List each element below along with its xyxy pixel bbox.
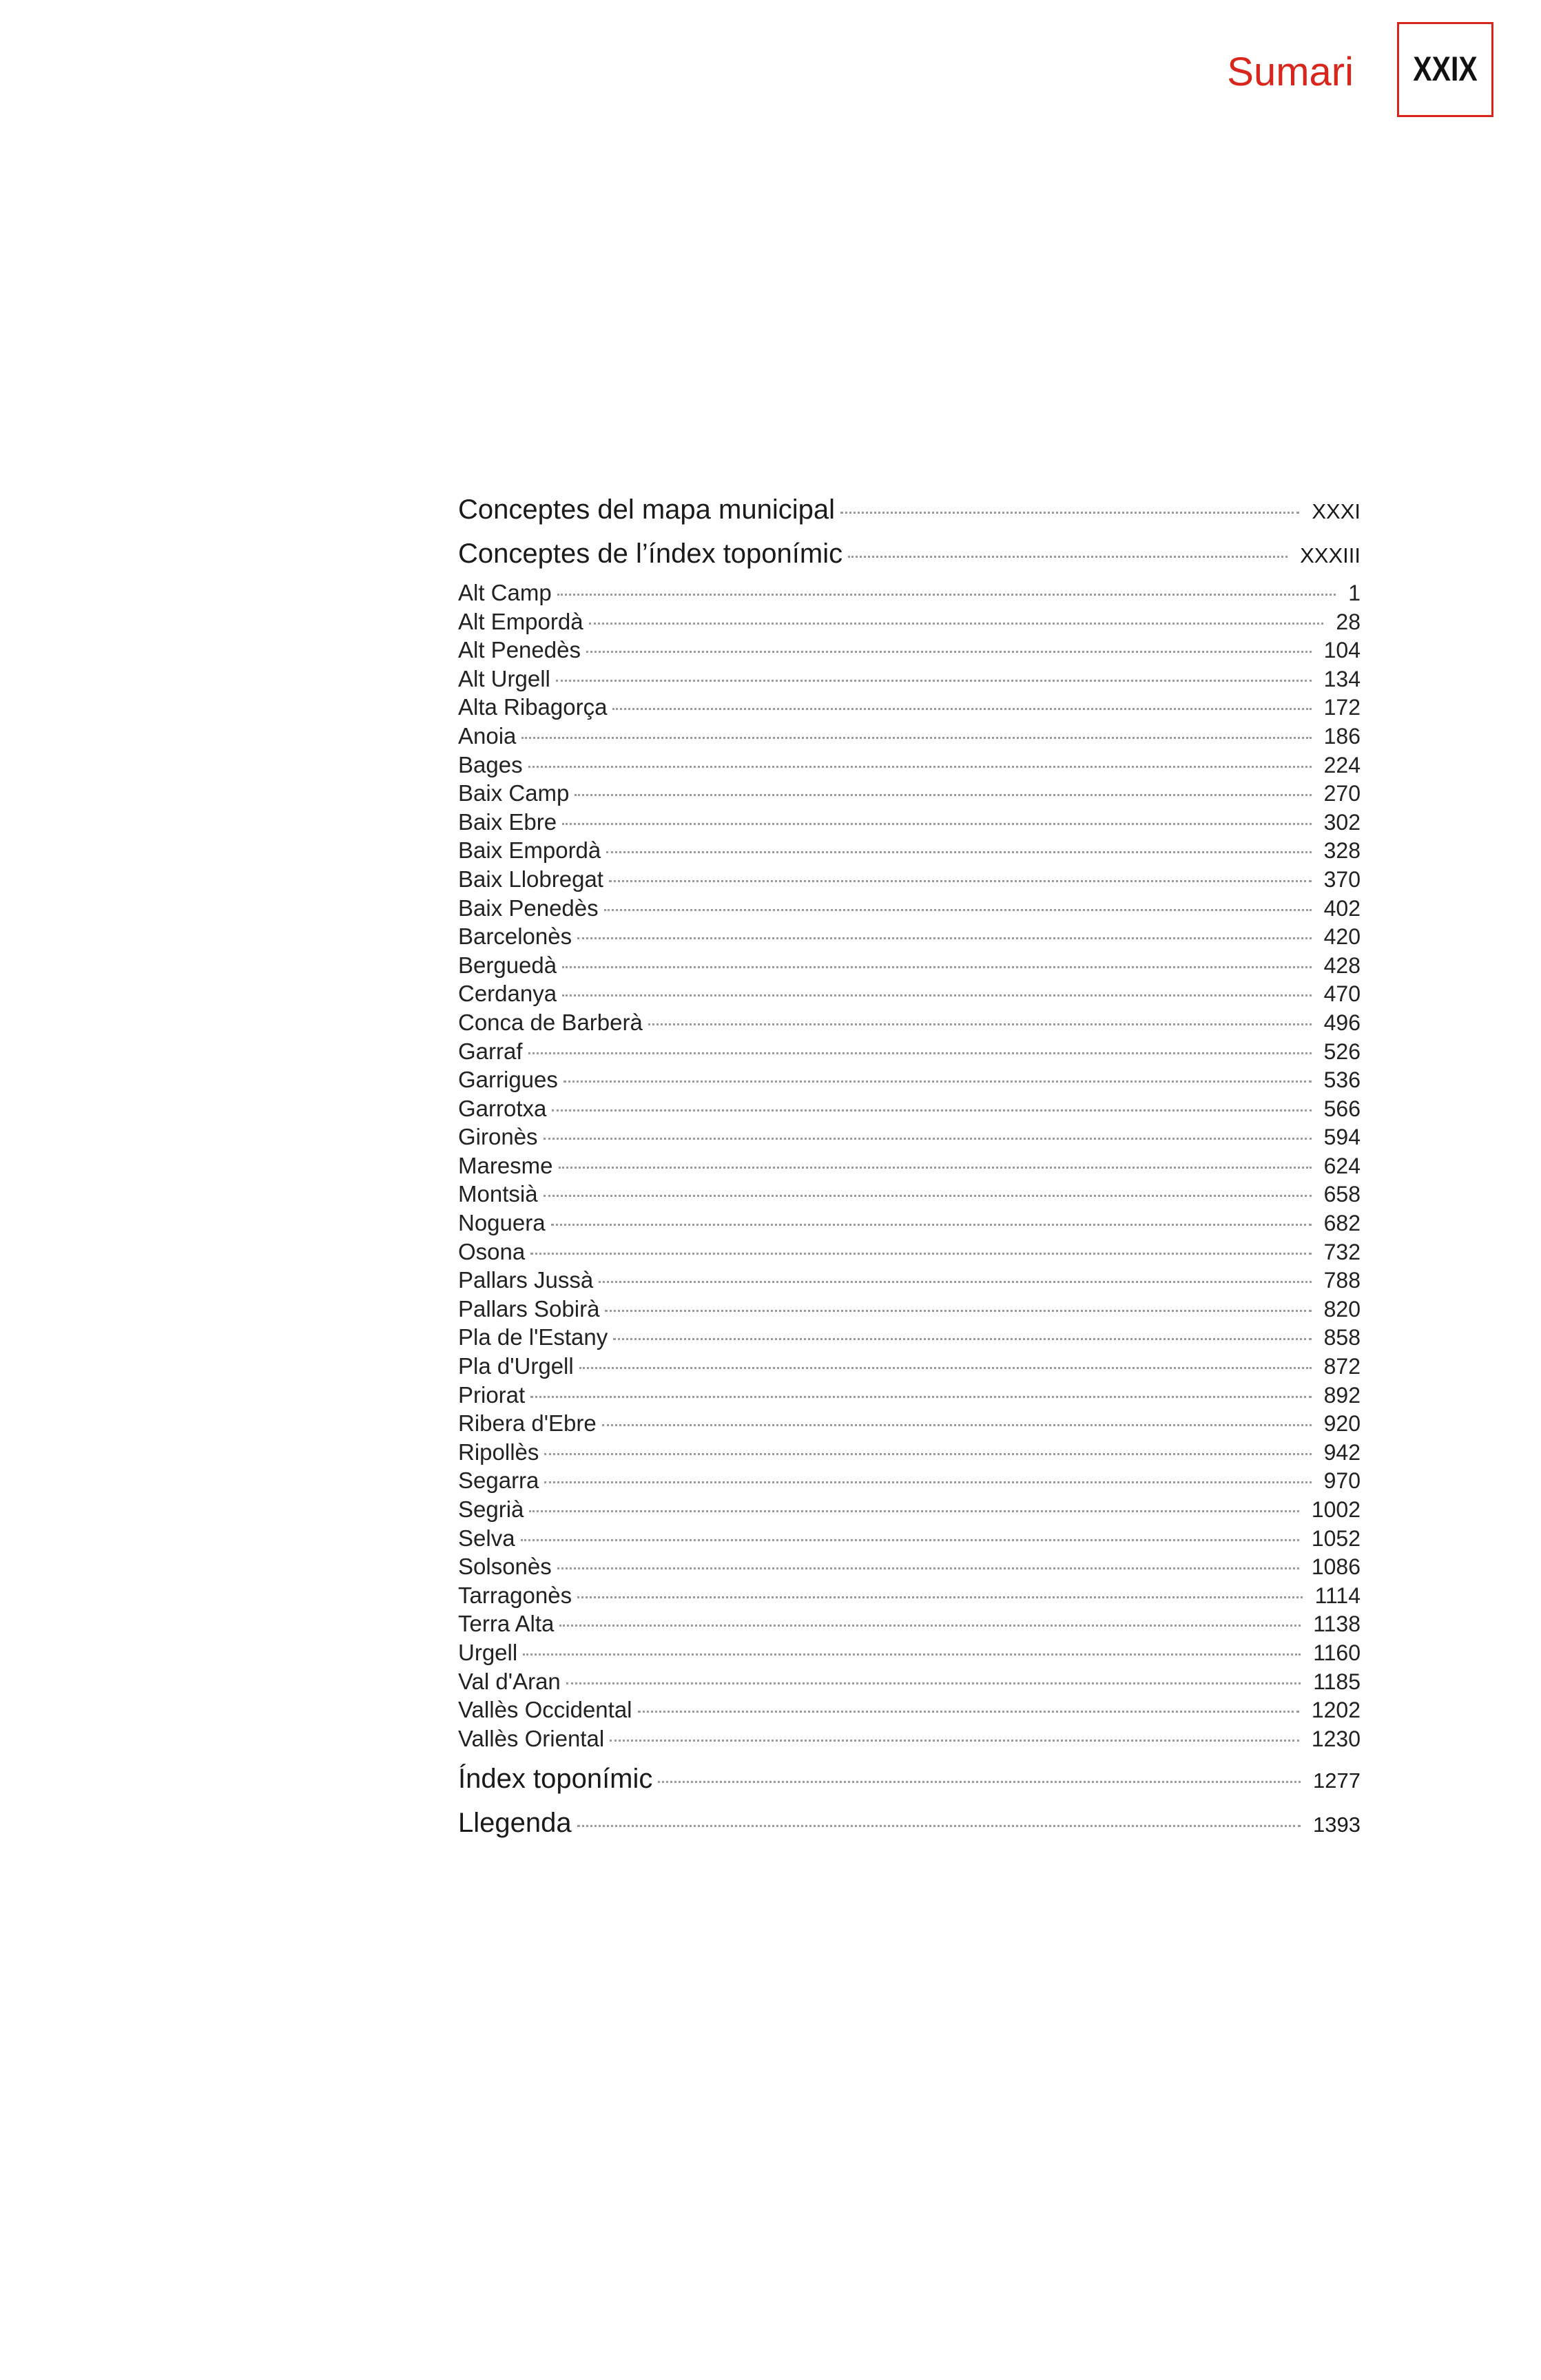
entry-page-number: 1202 [1311,1698,1361,1723]
toc-comarca-entry[interactable] [458,1581,1361,1610]
dot-leader [544,1481,1311,1483]
entry-title: Selva [458,1525,515,1551]
toc-comarca-entry[interactable] [458,693,1361,722]
entry-page-number: 526 [1323,1038,1361,1064]
dot-leader [648,1023,1312,1025]
entry-page-number: 328 [1323,838,1361,864]
entry-page-number: 420 [1323,924,1361,950]
entry-page-number: 1230 [1311,1726,1361,1751]
entry-page-number: 942 [1323,1439,1361,1465]
dot-leader [577,937,1312,939]
dot-leader [613,1338,1311,1340]
toc-comarca-entry[interactable] [458,1638,1361,1667]
entry-title: Gironès [458,1124,538,1150]
entry-page-number: 1138 [1313,1611,1361,1637]
dot-leader [551,1224,1312,1226]
toc-appendix-section [458,1757,1361,1845]
entry-title: Val d'Aran [458,1668,561,1694]
dot-leader [556,680,1312,682]
entry-title: Noguera [458,1210,546,1236]
entry-page-number: 858 [1323,1325,1361,1350]
dot-leader [606,851,1311,853]
entry-page-number: 134 [1323,666,1361,691]
entry-page-number: 402 [1323,895,1361,921]
entry-title: Alt Camp [458,580,552,605]
toc-comarca-entry[interactable] [458,1209,1361,1238]
toc-comarca-entry[interactable] [458,894,1361,923]
entry-title: Solsonès [458,1554,552,1580]
entry-title: Priorat [458,1381,526,1408]
entry-page-number: 302 [1323,809,1361,835]
dot-leader [610,1740,1299,1742]
dot-leader [586,651,1312,653]
toc-comarca-entry[interactable] [458,1094,1361,1123]
entry-page-number: 682 [1323,1211,1361,1236]
dot-leader [577,1596,1302,1598]
entry-page-number: 872 [1323,1354,1361,1379]
toc-comarca-entry[interactable] [458,1724,1361,1753]
entry-page-number: 536 [1323,1067,1361,1093]
toc-comarca-entry[interactable] [458,1609,1361,1638]
entry-title: Ribera d'Ebre [458,1410,597,1437]
dot-leader [638,1711,1299,1713]
toc-comarca-entry[interactable] [458,1552,1361,1581]
dot-leader [840,512,1299,514]
entry-title: Osona [458,1238,526,1264]
entry-page-number: 172 [1323,695,1361,720]
dot-leader [575,794,1311,796]
entry-title: Conca de Barberà [458,1009,643,1035]
toc-comarca-entry[interactable] [458,1352,1361,1381]
dot-leader [562,823,1312,825]
toc-comarca-entry[interactable] [458,1466,1361,1495]
entry-page-number: XXXI [1312,499,1361,523]
entry-page-number: 624 [1323,1153,1361,1178]
entry-page-number: 470 [1323,981,1361,1007]
dot-leader [599,1281,1311,1283]
toc-comarca-entry[interactable] [458,1495,1361,1524]
dot-leader [604,909,1312,911]
entry-page-number: 496 [1323,1010,1361,1035]
entry-page-number: 224 [1323,752,1361,777]
entry-title: Anoia [458,722,517,749]
toc-comarca-entry[interactable] [458,751,1361,780]
entry-page-number: XXXIII [1300,543,1361,567]
table-of-contents [458,488,1361,1845]
toc-comarca-entry[interactable] [458,951,1361,980]
toc-comarca-entry[interactable] [458,607,1361,636]
entry-title: Baix Ebre [458,808,557,835]
dot-leader [529,1510,1299,1512]
entry-title: Bages [458,751,523,777]
toc-comarca-entry[interactable] [458,722,1361,751]
entry-title: Barcelonès [458,923,572,950]
toc-comarca-entry[interactable] [458,922,1361,951]
entry-title: Alta Ribagorça [458,694,608,720]
entry-title: Vallès Occidental [458,1697,632,1723]
toc-comarca-entry[interactable] [458,1151,1361,1180]
dot-leader [612,708,1311,710]
entry-title: Pallars Jussà [458,1267,594,1293]
entry-page-number: 186 [1323,723,1361,749]
entry-page-number: 104 [1323,638,1361,663]
dot-leader [577,1825,1301,1827]
page-number-box [1397,22,1493,117]
toc-comarca-entry[interactable] [458,636,1361,665]
dot-leader [552,1109,1311,1111]
toc-comarca-entry[interactable] [458,1266,1361,1295]
entry-title: Vallès Oriental [458,1725,605,1751]
toc-comarca-entry[interactable] [458,578,1361,607]
entry-page-number: 788 [1323,1268,1361,1293]
entry-page-number: 1185 [1313,1669,1361,1694]
dot-leader [559,1625,1301,1627]
dot-leader [528,1052,1312,1054]
entry-page-number: 1002 [1311,1497,1361,1522]
toc-intro-entry[interactable] [458,488,1361,532]
toc-appendix-entry[interactable] [458,1801,1361,1845]
entry-title: Cerdanya [458,981,557,1007]
toc-comarca-entry[interactable] [458,865,1361,894]
dot-leader [528,766,1312,768]
dot-leader [559,1167,1312,1169]
toc-comarca-entry[interactable] [458,808,1361,837]
entry-title: Ripollès [458,1439,539,1465]
toc-comarca-entry[interactable] [458,1524,1361,1553]
entry-page-number: 732 [1323,1239,1361,1264]
entry-page-number: 658 [1323,1182,1361,1207]
entry-title: Conceptes del mapa municipal [458,494,835,525]
dot-leader [523,1653,1301,1656]
entry-page-number: 1277 [1313,1768,1361,1793]
entry-title: Segrià [458,1496,524,1522]
entry-title: Llegenda [458,1808,572,1839]
dot-leader [544,1138,1312,1140]
entry-page-number: 1 [1348,581,1361,605]
dot-leader [848,556,1287,558]
entry-title: Garrotxa [458,1095,547,1121]
toc-comarca-entry[interactable] [458,1409,1361,1438]
entry-title: Segarra [458,1468,539,1494]
toc-comarca-entry[interactable] [458,1123,1361,1151]
toc-comarca-entry[interactable] [458,665,1361,693]
dot-leader [521,1539,1299,1541]
toc-comarca-entry[interactable] [458,1695,1361,1724]
toc-comarca-entry[interactable] [458,1323,1361,1352]
entry-page-number: 370 [1323,866,1361,892]
toc-comarca-entry[interactable] [458,836,1361,865]
toc-intro-section [458,488,1361,576]
entry-title: Baix Llobregat [458,866,603,892]
dot-leader [544,1453,1311,1455]
dot-leader [579,1367,1312,1369]
dot-leader [557,594,1336,596]
entry-title: Maresme [458,1152,553,1178]
dot-leader [530,1253,1311,1255]
entry-title: Pla d'Urgell [458,1353,574,1379]
entry-page-number: 428 [1323,952,1361,978]
toc-comarca-entry[interactable] [458,1008,1361,1037]
entry-title: Berguedà [458,952,557,978]
toc-comarca-entry[interactable] [458,1037,1361,1066]
dot-leader [602,1424,1312,1426]
entry-title: Montsià [458,1181,538,1207]
entry-page-number: 566 [1323,1096,1361,1121]
entry-page-number: 892 [1323,1382,1361,1408]
entry-page-number: 820 [1323,1296,1361,1322]
toc-appendix-entry[interactable] [458,1757,1361,1801]
entry-page-number: 920 [1323,1411,1361,1437]
entry-title: Urgell [458,1639,518,1665]
toc-comarca-entry[interactable] [458,1238,1361,1266]
page-number: XXIX [1413,50,1478,88]
toc-comarca-entry[interactable] [458,1065,1361,1094]
entry-page-number: 594 [1323,1125,1361,1150]
toc-comarca-entry[interactable] [458,779,1361,808]
entry-title: Índex toponímic [458,1764,653,1795]
entry-page-number: 28 [1336,609,1361,634]
entry-page-number: 1052 [1311,1525,1361,1551]
toc-comarca-entry[interactable] [458,1295,1361,1324]
dot-leader [521,737,1311,739]
entry-title: Conceptes de l’índex toponímic [458,539,843,569]
entry-title: Baix Penedès [458,895,599,921]
dot-leader [605,1310,1311,1312]
toc-comarca-entry[interactable] [458,1438,1361,1467]
entry-title: Baix Camp [458,780,570,806]
entry-page-number: 270 [1323,781,1361,806]
entry-page-number: 1114 [1314,1583,1361,1608]
dot-leader [658,1781,1301,1783]
entry-title: Alt Empordà [458,608,583,634]
entry-title: Alt Urgell [458,665,550,691]
entry-title: Alt Penedès [458,637,581,663]
entry-page-number: 1086 [1311,1554,1361,1580]
toc-comarca-entry[interactable] [458,979,1361,1008]
entry-page-number: 1393 [1313,1813,1361,1837]
toc-comarca-entry[interactable] [458,1180,1361,1209]
toc-comarca-entry[interactable] [458,1381,1361,1410]
toc-comarques-section [458,578,1361,1753]
dot-leader [563,1081,1312,1083]
entry-title: Tarragonès [458,1582,572,1608]
dot-leader [562,994,1312,996]
entry-page-number: 970 [1323,1468,1361,1494]
entry-page-number: 1160 [1313,1640,1361,1665]
dot-leader [566,1682,1301,1684]
entry-title: Garraf [458,1038,523,1064]
entry-title: Pla de l'Estany [458,1324,608,1350]
toc-comarca-entry[interactable] [458,1667,1361,1696]
entry-title: Pallars Sobirà [458,1295,600,1322]
dot-leader [544,1195,1312,1197]
dot-leader [557,1567,1299,1569]
toc-intro-entry[interactable] [458,532,1361,576]
section-title: Sumari [1227,50,1354,94]
entry-title: Garrigues [458,1067,558,1093]
dot-leader [609,880,1312,882]
dot-leader [589,623,1324,625]
dot-leader [530,1396,1311,1398]
entry-title: Terra Alta [458,1611,555,1637]
entry-title: Baix Empordà [458,837,601,864]
dot-leader [562,966,1311,968]
